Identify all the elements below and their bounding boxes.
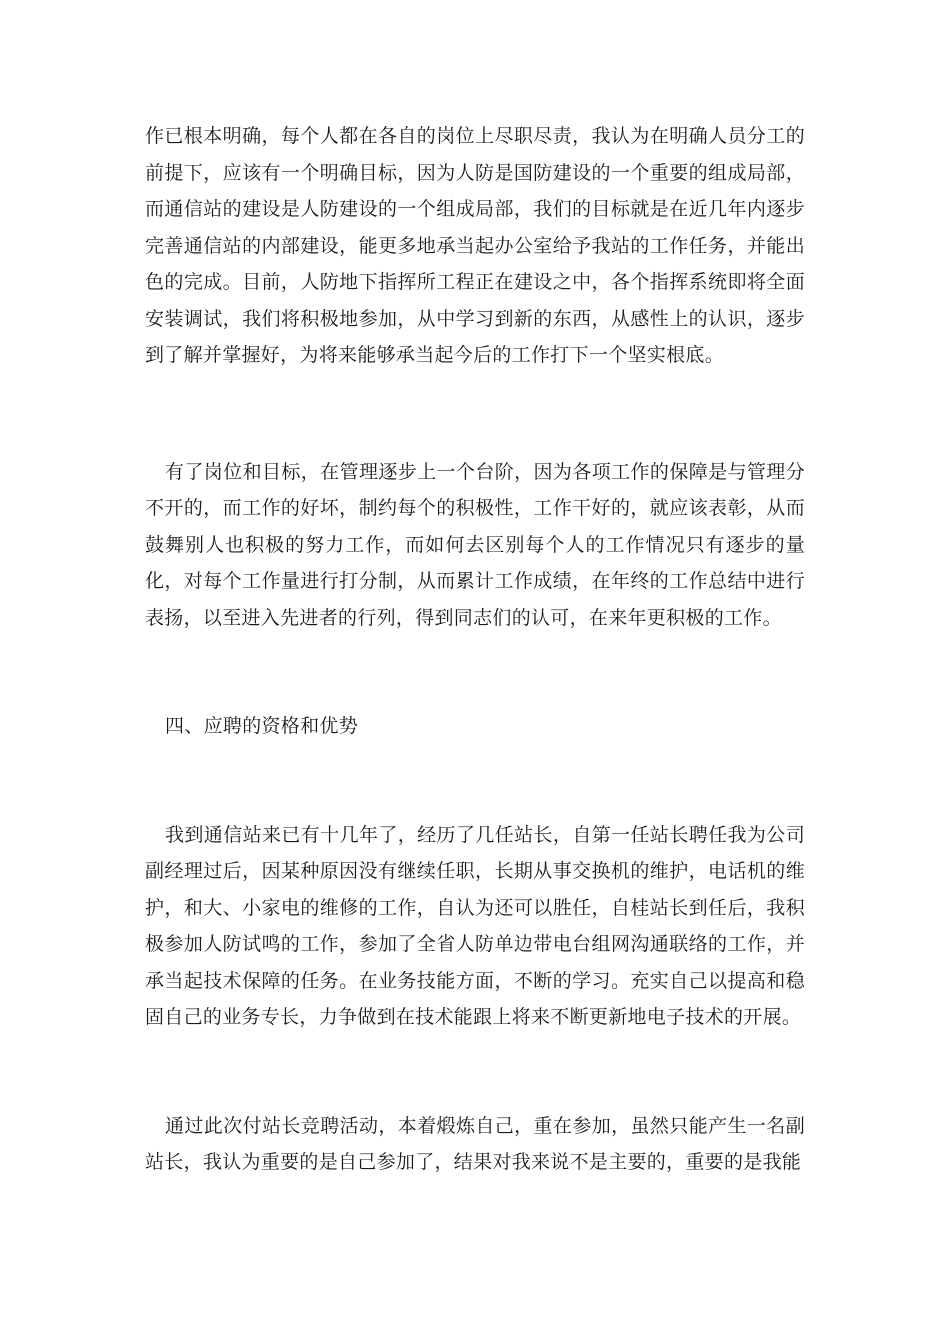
paragraph-gap <box>145 636 805 708</box>
paragraph-management: 有了岗位和目标，在管理逐步上一个台阶，因为各项工作的保障是与管理分不开的，而工作的好坏，制约每个的积极性，工作干好的，就应该表彰，从而鼓舞别人也积极的努力工作，而如何去区别每个人的工作情况只有逐步的量化，对每个工作量进行打分制，从而累计工作成绩，在年终的工作总结中进行表扬，以至进入先进者的行列，得到同志们的认可，在来年更积极的工作。 <box>145 460 805 629</box>
paragraph-goals: 作已根本明确，每个人都在各自的岗位上尽职尽责，我认为在明确人员分工的前提下，应该有一个明确目标，因为人防是国防建设的一个重要的组成局部，而通信站的建设是人防建设的一个组成局部，我们的目标就是在近几年内逐步完善通信站的内部建设，能更多地承当起办公室给予我站的工作任务，并能出色的完成。目前，人防地下指挥所工程正在建设之中，各个指挥系统即将全面安装调试，我们将积极地参加，从中学习到新的东西，从感性上的认识，逐步到了解并掌握好，为将来能够承当起今后的工作打下一个坚实根底。 <box>145 125 805 366</box>
paragraph-experience: 我到通信站来已有十几年了，经历了几任站长，自第一任站长聘任我为公司副经理过后，因某种原因没有继续任职，长期从事交换机的维护，电话机的维护，和大、小家电的维修的工作，自认为还可以胜任，自桂站长到任后，我积极参加人防试鸣的工作，参加了全省人防单边带电台组网沟通联络的工作，并承当起技术保障的任务。在业务技能方面，不断的学习。充实自己以提高和稳固自己的业务专长，力争做到在技术能跟上将来不断更新地电子技术的开展。 <box>145 823 805 1028</box>
paragraph-gap <box>145 745 805 817</box>
document-page <box>145 118 805 1181</box>
paragraph-gap <box>145 374 805 454</box>
paragraph-gap <box>145 1036 805 1108</box>
paragraph-competition: 通过此次付站长竞聘活动，本着煅炼自己，重在参加，虽然只能产生一名副站长，我认为重要的是自己参加了，结果对我来说不是主要的，重要的是我能 <box>145 1114 805 1173</box>
section-heading-qualifications: 四、应聘的资格和优势 <box>165 715 359 737</box>
